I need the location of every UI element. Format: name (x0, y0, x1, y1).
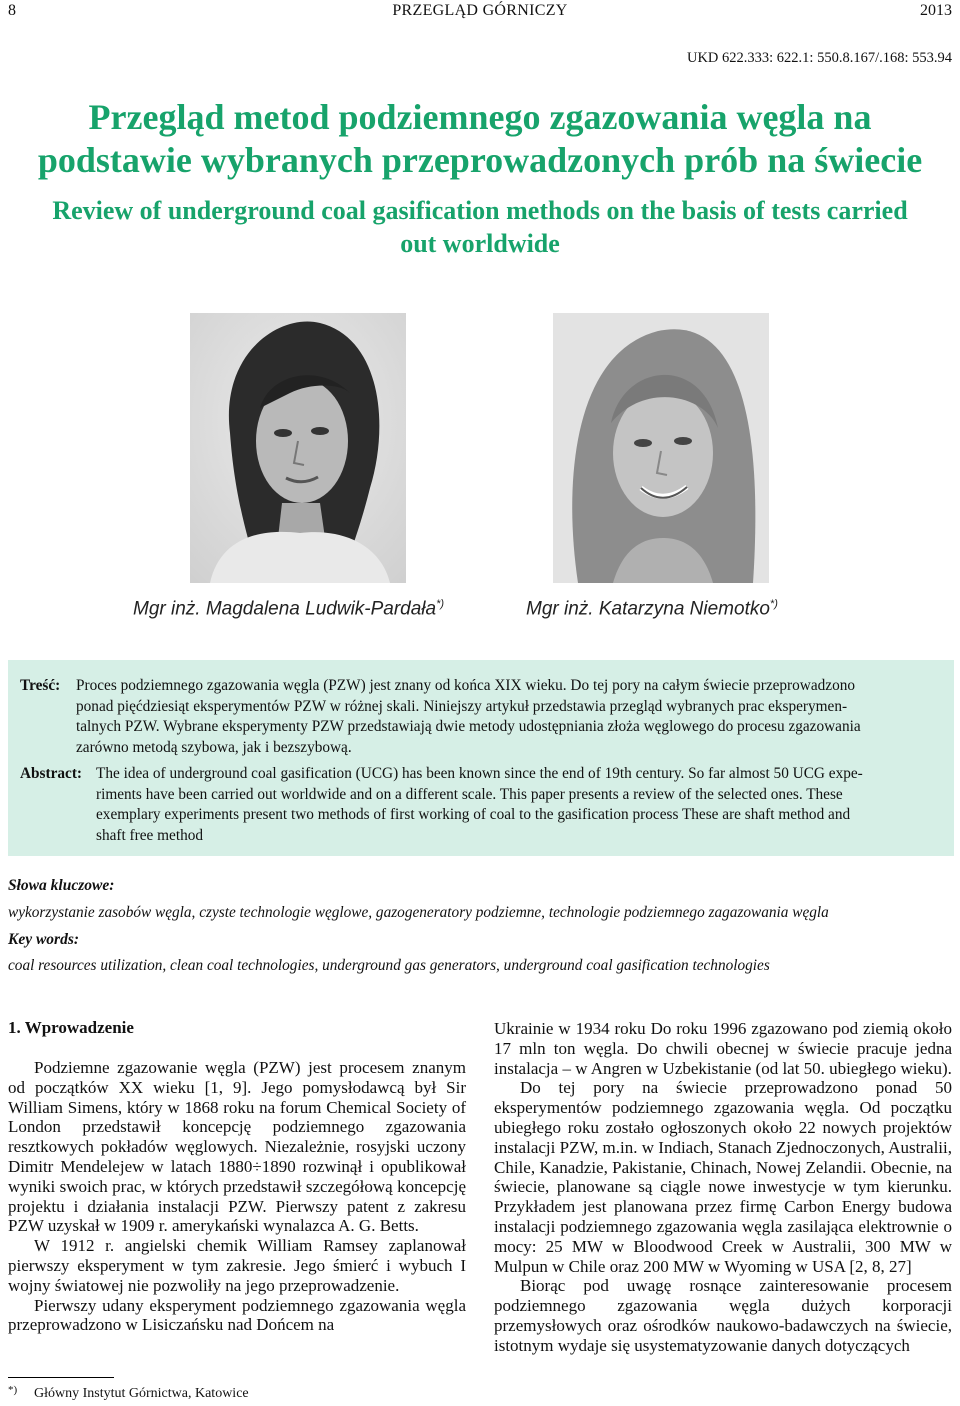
abstract-polish-label: Treść: (20, 677, 61, 694)
page-number: 8 (8, 2, 16, 19)
abstract-polish-line-3: talnych PZW. Wybrane eksperymenty PZW przedstawiają dwie metody udostępniania złoża węglowego do procesu zgazowania (76, 718, 861, 735)
author-photo-1 (190, 313, 406, 583)
author-2-footnote-mark: *) (769, 598, 778, 610)
title-polish-line-2: podstawie wybranych przeprowadzonych prób na świecie (37, 140, 923, 180)
title-english-line-2: out worldwide (400, 229, 560, 258)
title-polish (0, 96, 960, 182)
author-name-2 (526, 598, 778, 620)
footnote-text: Główny Instytut Górnictwa, Katowice (34, 1386, 249, 1401)
body-paragraph: Pierwszy udany eksperyment podziemnego zgazowania węgla przeprowadzono w Lisiczańsku nad Dońcem na (8, 1295, 466, 1335)
title-english-line-1: Review of underground coal gasification methods on the basis of tests carried (52, 196, 908, 225)
title-polish-line-1: Przegląd metod podziemnego zgazowania węgla na (88, 97, 872, 137)
journal-year: 2013 (920, 2, 952, 19)
abstract-polish-line-4: zarówno metodą szybowa, jak i bezszybową. (76, 738, 352, 756)
journal-name: PRZEGLĄD GÓRNICZY (392, 2, 568, 19)
section-heading: 1. Wprowadzenie (8, 1018, 134, 1037)
abstract-english-line-4: shaft free method (96, 826, 204, 844)
body-column-left (8, 1058, 466, 1335)
abstract-english-line-2: riments have been carried out worldwide and on a different scale. This paper presents a review of the selected ones. These (96, 785, 843, 803)
body-paragraph: Do tej pory na świecie przeprowadzono ponad 50 eksperymentów podziemnego zgazowania węgla. Od początku ubiegłego roku zostało ogłoszonych około 22 nowych projektów instalacji PZW, m.in. w Indiach, Stanach Zjednoczonych, Australii, Chile, Kanadzie, Pakistanie, Chinach, Nowej Zelandii. Obecnie, na świecie, planowane są ciągle nowe inwestycje w tym kierunku. Przykładem jest planowana przez firmę Carbon Energy budowa instalacji podziemnego zgazowania węgla zasilająca elektrownie o mocy: 25 MW w Bloodwood Creek w Australii, 300 MW w Mulpun w Chile oraz 200 MW w Wyoming w USA [2, 8, 27] (494, 1078, 952, 1276)
author-1-name-text: Mgr inż. Magdalena Ludwik-Pardała (133, 598, 437, 620)
ukd-classification: UKD 622.333: 622.1: 550.8.167/.168: 553.94 (686, 50, 952, 66)
footnote-mark: *) (8, 1384, 18, 1396)
abstract-box (8, 660, 954, 856)
abstract-polish-line-2: ponad pięćdziesiąt eksperymentów PZW w różnej skali. Niniejszy artykuł przedstawia przegląd wybranych prac eksperymen- (76, 697, 848, 715)
body-column-right (494, 1019, 952, 1356)
body-paragraph: Podziemne zgazowanie węgla (PZW) jest procesem znanym od początków XX wieku [1, 9]. Jego pomysłodawcą był Sir William Simens, który w 1868 roku na forum Chemical Society of London przedstawił koncepcję podziemnego zgazowania resztkowych pokładów węglowych. Niezależnie, rosyjski uczony Dimitr Mendelejew w latach 1880÷1890 rozwinął i opublikował wyniki swoich prac, w których przedstawił szczegółową koncepcję projektu i działania instalacji PZW. Pierwszy patent z zakresu PZW uzyskał w 1909 r. amerykański wynalazca A. G. Betts. (8, 1058, 466, 1236)
author-2-name-text: Mgr inż. Katarzyna Niemotko (526, 598, 770, 620)
abstract-english-text (96, 764, 946, 846)
abstract-english-label: Abstract: (20, 765, 83, 782)
body-paragraph: Biorąc pod uwagę rosnące zainteresowanie procesem podziemnego zgazowania węgla dużych korporacji przemysłowych oraz ośrodków naukowo-badawczych na świecie, istotnym wydaje się usystematyzowanie danych dotyczących (494, 1276, 952, 1355)
author-name-1 (133, 598, 444, 620)
keywords-polish-text: wykorzystanie zasobów węgla, czyste technologie węglowe, gazogeneratory podziemne, technologie podziemnego zagazowania węgla (8, 904, 829, 921)
abstract-polish-line-1: Proces podziemnego zgazowania węgla (PZW) jest znany od końca XIX wieku. Do tej pory na całym świecie przeprowadzono (76, 677, 856, 694)
author-photo-2 (553, 313, 769, 583)
keywords-english-text: coal resources utilization, clean coal technologies, underground gas generators, underground coal gasification technologies (8, 957, 770, 974)
body-paragraph: W 1912 r. angielski chemik William Ramsey zaplanował pierwszy eksperyment w tym zakresie. Jego śmierć i wybuch I wojny światowej nie pozwoliły na jego przeprowadzenie. (8, 1236, 466, 1295)
keywords-english-label: Key words: (8, 931, 80, 948)
footnote-rule (8, 1377, 114, 1378)
abstract-english-line-1: The idea of underground coal gasification (UCG) has been known since the end of 19th century. So far almost 50 UCG expe- (96, 765, 863, 782)
keywords-polish-label: Słowa kluczowe: (8, 877, 115, 894)
body-paragraph: Ukrainie w 1934 roku Do roku 1996 zgazowano pod ziemią około 17 mln ton węgla. Do chwili obecnej w świecie pracuje jedna instalacja – w Angren w Uzbekistanie (od lat 50. ubiegłego wieku). (494, 1019, 952, 1078)
author-1-footnote-mark: *) (436, 598, 445, 610)
title-english (0, 194, 960, 260)
abstract-english-line-3: exemplary experiments present two methods of first working of coal to the gasification process These are shaft method and (96, 806, 851, 823)
abstract-polish-text (76, 676, 946, 758)
